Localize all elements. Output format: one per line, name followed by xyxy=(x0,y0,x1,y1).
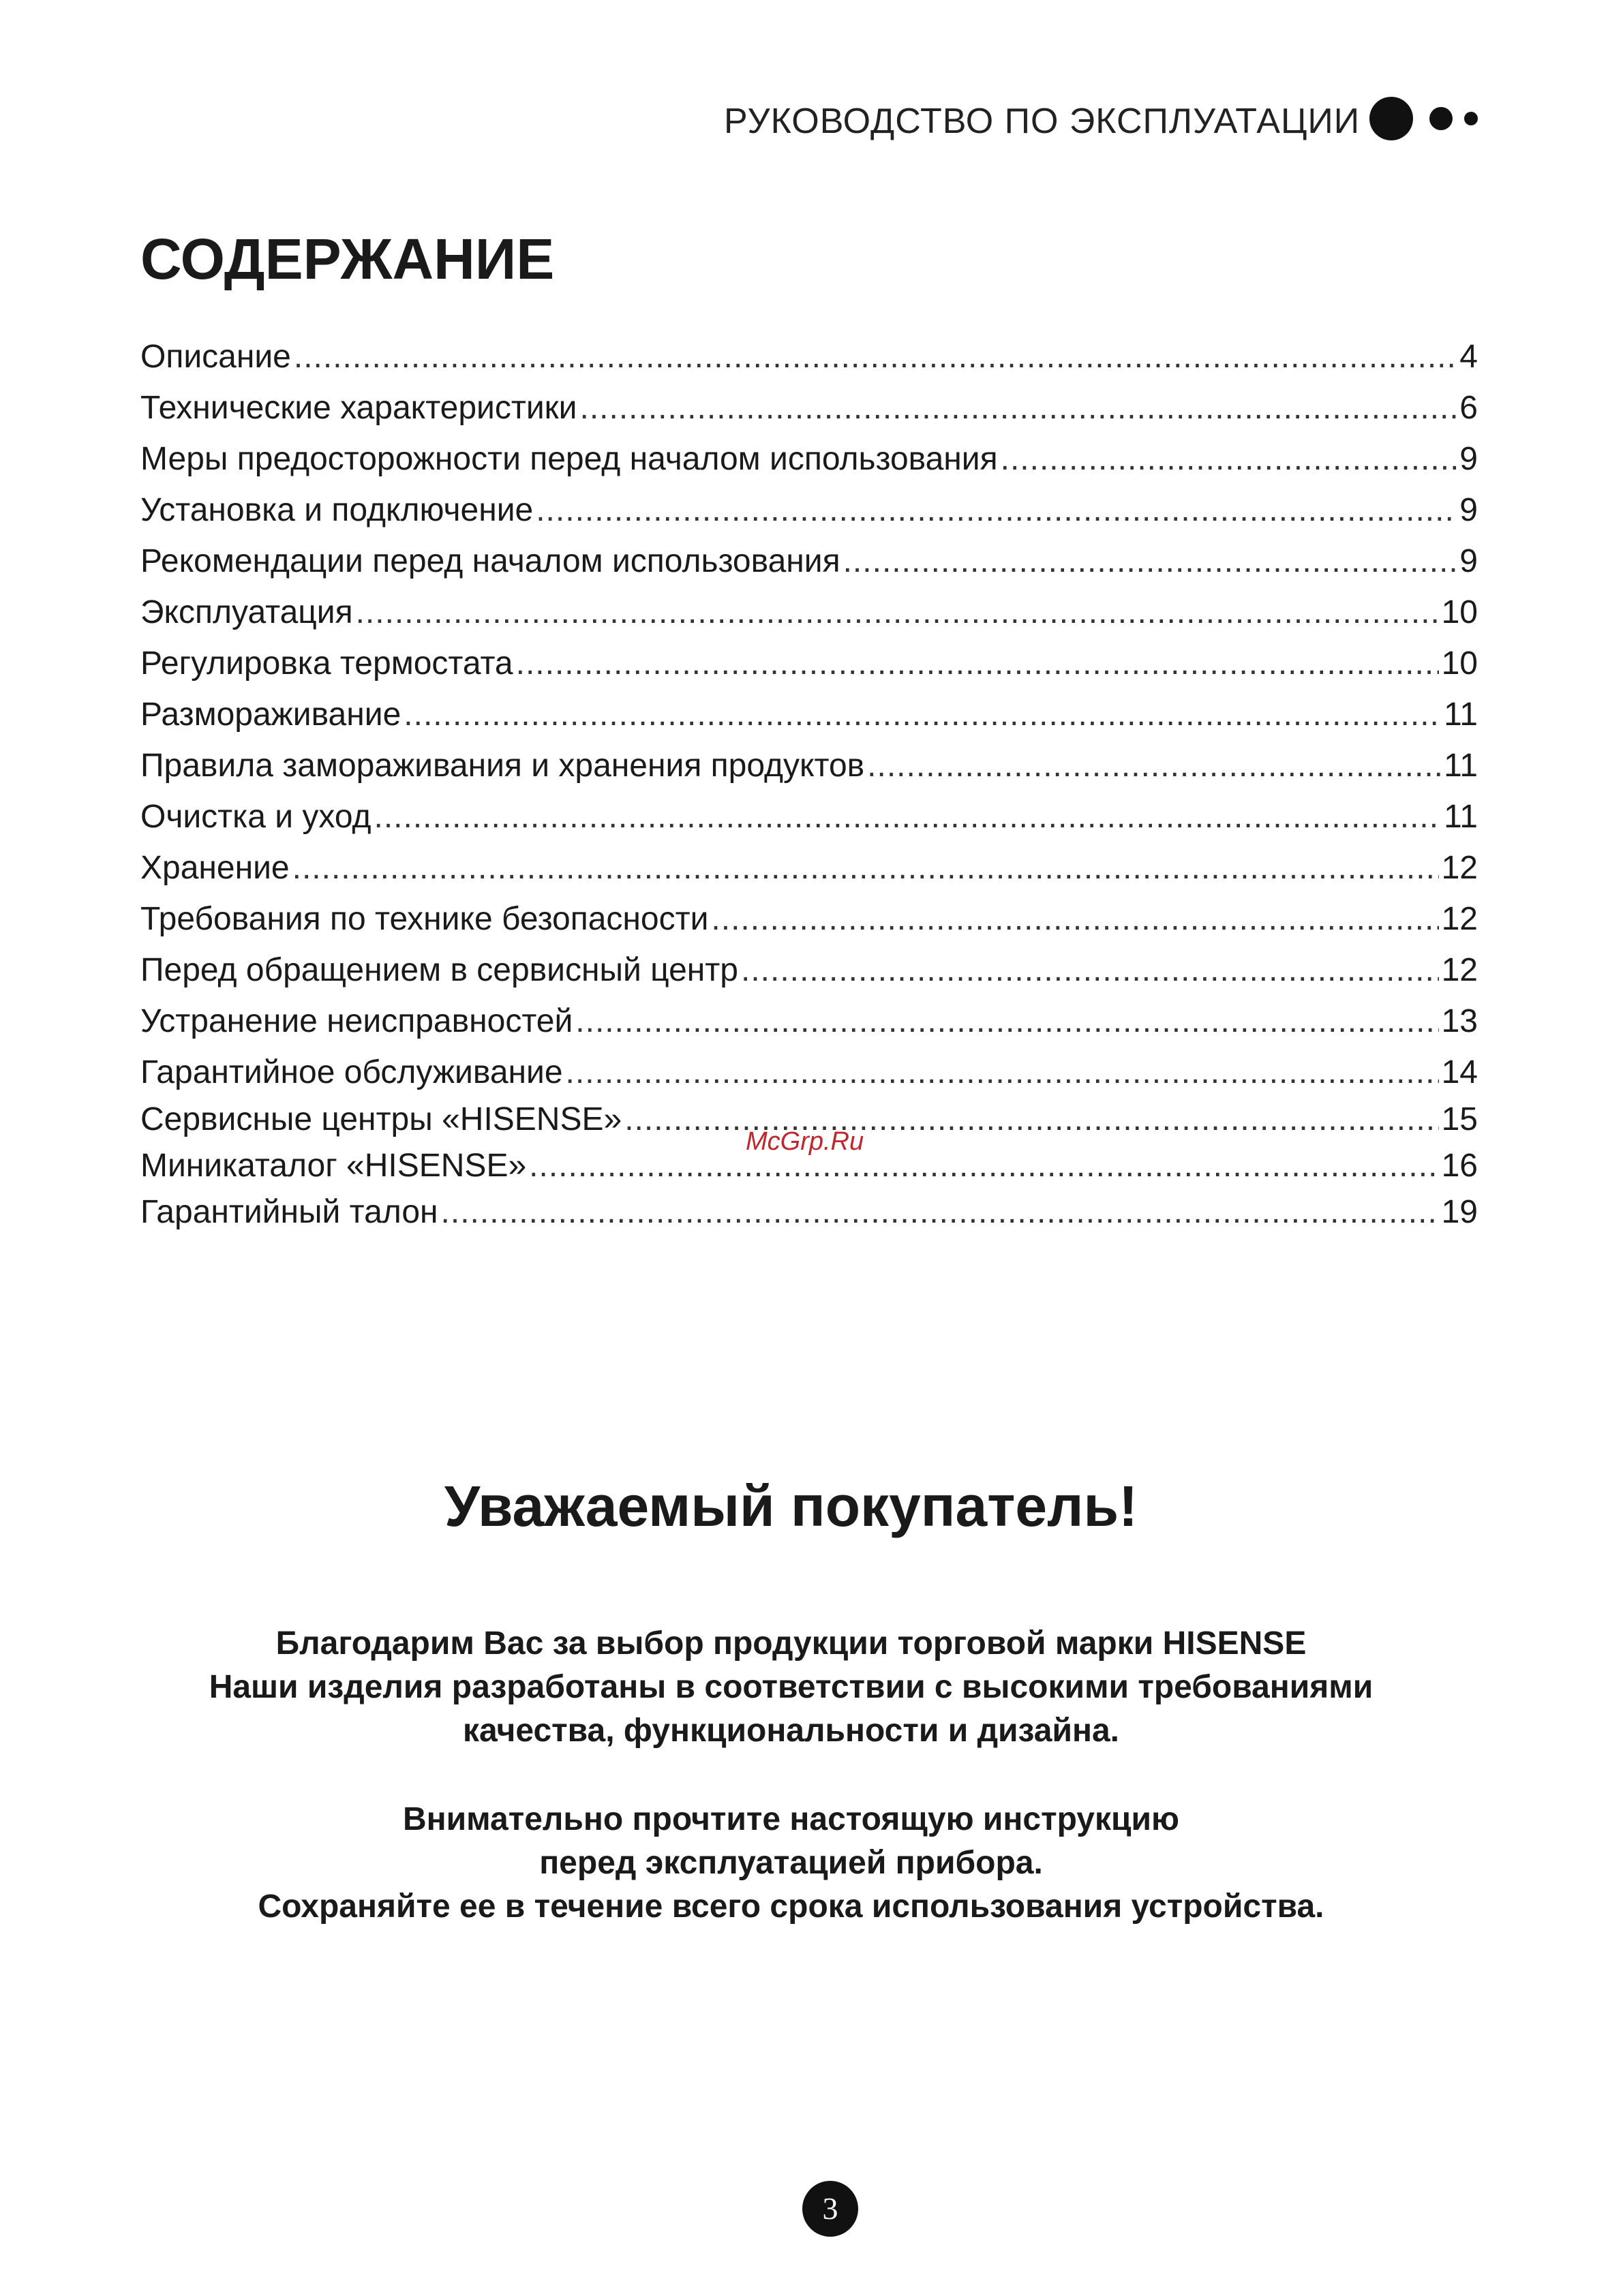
toc-item-page: 10 xyxy=(1441,645,1478,682)
toc-item-page: 11 xyxy=(1444,748,1478,784)
toc-leader xyxy=(374,797,1441,838)
toc-item-page: 14 xyxy=(1441,1054,1478,1090)
toc-leader xyxy=(566,1052,1439,1093)
toc-item[interactable] xyxy=(140,490,1478,531)
toc-item-label: Регулировка термостата xyxy=(140,645,513,682)
toc-item-label: Требования по технике безопасности xyxy=(140,901,709,937)
toc-item-label: Правила замораживания и хранения продуктов xyxy=(140,748,865,784)
toc-item-label: Миникаталог «HISENSE» xyxy=(140,1148,527,1184)
toc-item-page: 15 xyxy=(1441,1101,1478,1137)
intro-line: Наши изделия разработаны в соответствии с высокими требованиями xyxy=(209,1669,1374,1705)
medium-dot-icon xyxy=(1429,107,1453,130)
toc-leader xyxy=(575,1001,1438,1042)
intro-line: перед эксплуатацией прибора. xyxy=(539,1845,1043,1881)
watermark: McGrp.Ru xyxy=(746,1127,864,1156)
intro-paragraph xyxy=(0,1622,1603,1753)
toc-item[interactable] xyxy=(140,899,1478,940)
toc-leader xyxy=(1001,439,1457,480)
small-dot-icon xyxy=(1464,112,1478,125)
toc-leader xyxy=(843,541,1457,582)
toc-item-page: 6 xyxy=(1459,390,1478,426)
toc-leader xyxy=(516,643,1439,684)
large-dot-icon xyxy=(1369,97,1413,140)
toc-item[interactable] xyxy=(140,1192,1478,1233)
toc-item-label: Гарантийное обслуживание xyxy=(140,1054,563,1090)
toc-item-label: Технические характеристики xyxy=(140,390,577,426)
toc-item[interactable] xyxy=(140,541,1478,582)
toc-item-label: Перед обращением в сервисный центр xyxy=(140,952,738,988)
toc-item[interactable] xyxy=(140,592,1478,633)
toc-leader xyxy=(536,490,1457,531)
toc-item[interactable] xyxy=(140,643,1478,684)
toc-item[interactable] xyxy=(140,1052,1478,1093)
toc-item-page: 13 xyxy=(1441,1003,1478,1039)
toc-item-page: 9 xyxy=(1459,441,1478,477)
toc-leader xyxy=(579,388,1457,429)
intro-line: Сохраняйте ее в течение всего срока использования устройства. xyxy=(258,1888,1324,1925)
toc-item-label: Установка и подключение xyxy=(140,492,534,528)
toc-leader xyxy=(711,899,1438,940)
toc-leader xyxy=(356,592,1439,633)
toc-item[interactable] xyxy=(140,1001,1478,1042)
toc-item-label: Гарантийный талон xyxy=(140,1194,438,1230)
toc-leader xyxy=(294,337,1457,378)
toc-item-label: Устранение неисправностей xyxy=(140,1003,573,1039)
intro-line: качества, функциональности и дизайна. xyxy=(463,1713,1119,1749)
toc-item-page: 16 xyxy=(1441,1148,1478,1184)
intro-line: Благодарим Вас за выбор продукции торговой марки HISENSE xyxy=(275,1625,1307,1662)
toc-item-page: 12 xyxy=(1441,952,1478,988)
instruction-paragraph xyxy=(0,1798,1603,1929)
toc-leader xyxy=(441,1192,1439,1233)
toc-item-label: Хранение xyxy=(140,850,290,886)
toc-item[interactable] xyxy=(140,950,1478,991)
toc-item-label: Сервисные центры «HISENSE» xyxy=(140,1101,622,1137)
toc-item-page: 11 xyxy=(1444,799,1478,835)
manual-title: РУКОВОДСТВО ПО ЭКСПЛУАТАЦИИ xyxy=(724,102,1361,141)
toc-item-page: 12 xyxy=(1441,901,1478,937)
toc-item-page: 9 xyxy=(1459,492,1478,528)
toc-item-label: Размораживание xyxy=(140,697,401,733)
toc-heading: СОДЕРЖАНИЕ xyxy=(140,227,555,291)
toc-item-label: Меры предосторожности перед началом использования xyxy=(140,441,998,477)
toc-item-label: Описание xyxy=(140,339,291,375)
toc-item-page: 11 xyxy=(1444,697,1478,733)
toc-item-page: 10 xyxy=(1441,594,1478,630)
toc-item-label: Эксплуатация xyxy=(140,594,353,630)
toc-item-label: Рекомендации перед началом использования xyxy=(140,543,840,579)
toc-item[interactable] xyxy=(140,388,1478,429)
toc-leader xyxy=(741,950,1439,991)
intro-line: Внимательно прочтите настоящую инструкцию xyxy=(402,1801,1180,1837)
toc-item-label: Очистка и уход xyxy=(140,799,371,835)
toc-item-page: 4 xyxy=(1459,339,1478,375)
toc-item[interactable] xyxy=(140,694,1478,735)
toc-item-page: 12 xyxy=(1441,850,1478,886)
toc-leader xyxy=(404,694,1441,735)
toc-item[interactable] xyxy=(140,797,1478,838)
greeting-heading: Уважаемый покупатель! xyxy=(444,1474,1138,1538)
toc-item-page: 19 xyxy=(1441,1194,1478,1230)
toc-leader xyxy=(529,1146,1438,1187)
page-number: 3 xyxy=(802,2181,858,2237)
toc-item[interactable] xyxy=(140,337,1478,378)
toc-item[interactable] xyxy=(140,439,1478,480)
toc-leader xyxy=(292,848,1439,889)
toc-leader xyxy=(867,746,1441,786)
toc-item[interactable] xyxy=(140,746,1478,786)
toc-item-page: 9 xyxy=(1459,543,1478,579)
toc-item[interactable] xyxy=(140,848,1478,889)
